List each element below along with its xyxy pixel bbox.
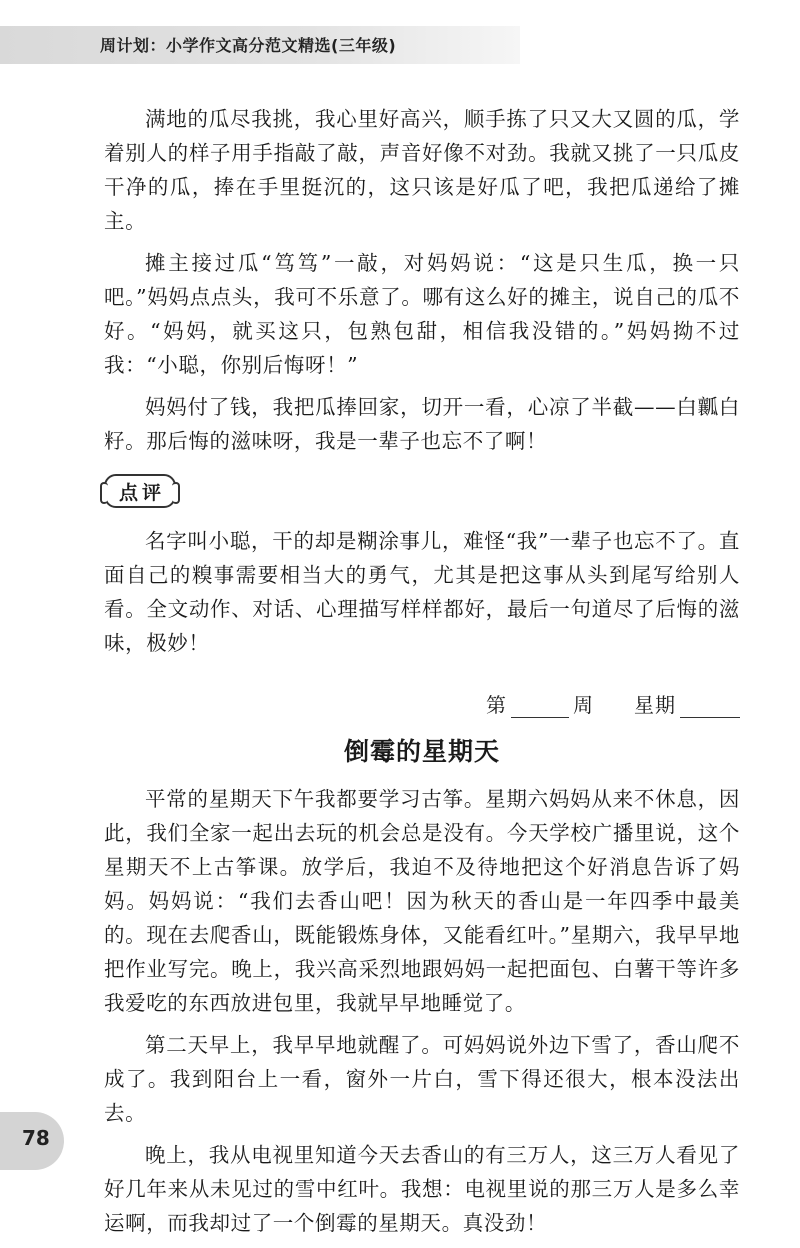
- weekday-blank: [680, 693, 740, 718]
- article-paragraph-3: 晚上，我从电视里知道今天去香山的有三万人，这三万人看见了好几年来从未见过的雪中红叶。我想：电视里说的那三万人是多么幸运啊，而我却过了一个倒霉的星期天。真没劲！: [104, 1143, 740, 1235]
- week-number-blank: [511, 693, 569, 718]
- article-title: 倒霉的星期天: [343, 737, 500, 766]
- page-content: [104, 102, 740, 1248]
- story-paragraph-3: 妈妈付了钱，我把瓜捧回家，切开一看，心凉了半截——白瓤白籽。那后悔的滋味呀，我是一辈子也忘不了啊！: [104, 395, 740, 453]
- page-number: 78: [22, 1126, 50, 1150]
- story-paragraph-2: 摊主接过瓜“笃笃”一敲，对妈妈说：“这是只生瓜，换一只吧。”妈妈点点头，我可不乐意了。哪有这么好的摊主，说自己的瓜不好。“妈妈，就买这只，包熟包甜，相信我没错的。”妈妈拗不过我：“小聪，你别后悔呀！”: [104, 251, 740, 377]
- review-text: 名字叫小聪，干的却是糊涂事儿，难怪“我”一辈子也忘不了。直面自己的糗事需要相当大的勇气，尤其是把这事从头到尾写给别人看。全文动作、对话、心理描写样样都好，最后一句道尽了后悔的滋味，极妙！: [104, 529, 740, 655]
- week-prefix-label: 第: [486, 693, 507, 717]
- weekday-label: 星期: [634, 693, 676, 717]
- review-heading: [104, 474, 740, 514]
- running-header-title: 周计划：小学作文高分范文精选(三年级): [100, 36, 397, 55]
- article-paragraph-1: 平常的星期天下午我都要学习古筝。星期六妈妈从来不休息，因此，我们全家一起出去玩的机会总是没有。今天学校广播里说，这个星期天不上古筝课。放学后，我迫不及待地把这个好消息告诉了妈妈。妈妈说：“我们去香山吧！因为秋天的香山是一年四季中最美的。现在去爬香山，既能锻炼身体，又能看红叶。”星期六，我早早地把作业写完。晚上，我兴高采烈地跟妈妈一起把面包、白薯干等许多我爱吃的东西放进包里，我就早早地睡觉了。: [104, 787, 740, 1015]
- story-paragraph-1: 满地的瓜尽我挑，我心里好高兴，顺手拣了只又大又圆的瓜，学着别人的样子用手指敲了敲，声音好像不对劲。我就又挑了一只瓜皮干净的瓜，捧在手里挺沉的，这只该是好瓜了吧，我把瓜递给了摊主。: [104, 107, 740, 233]
- week-label: 周: [573, 693, 594, 717]
- review-badge: 点评: [104, 474, 176, 508]
- article-paragraph-2: 第二天早上，我早早地就醒了。可妈妈说外边下雪了，香山爬不成了。我到阳台上一看，窗外一片白，雪下得还很大，根本没法出去。: [104, 1033, 740, 1125]
- week-fill-line: [104, 684, 740, 718]
